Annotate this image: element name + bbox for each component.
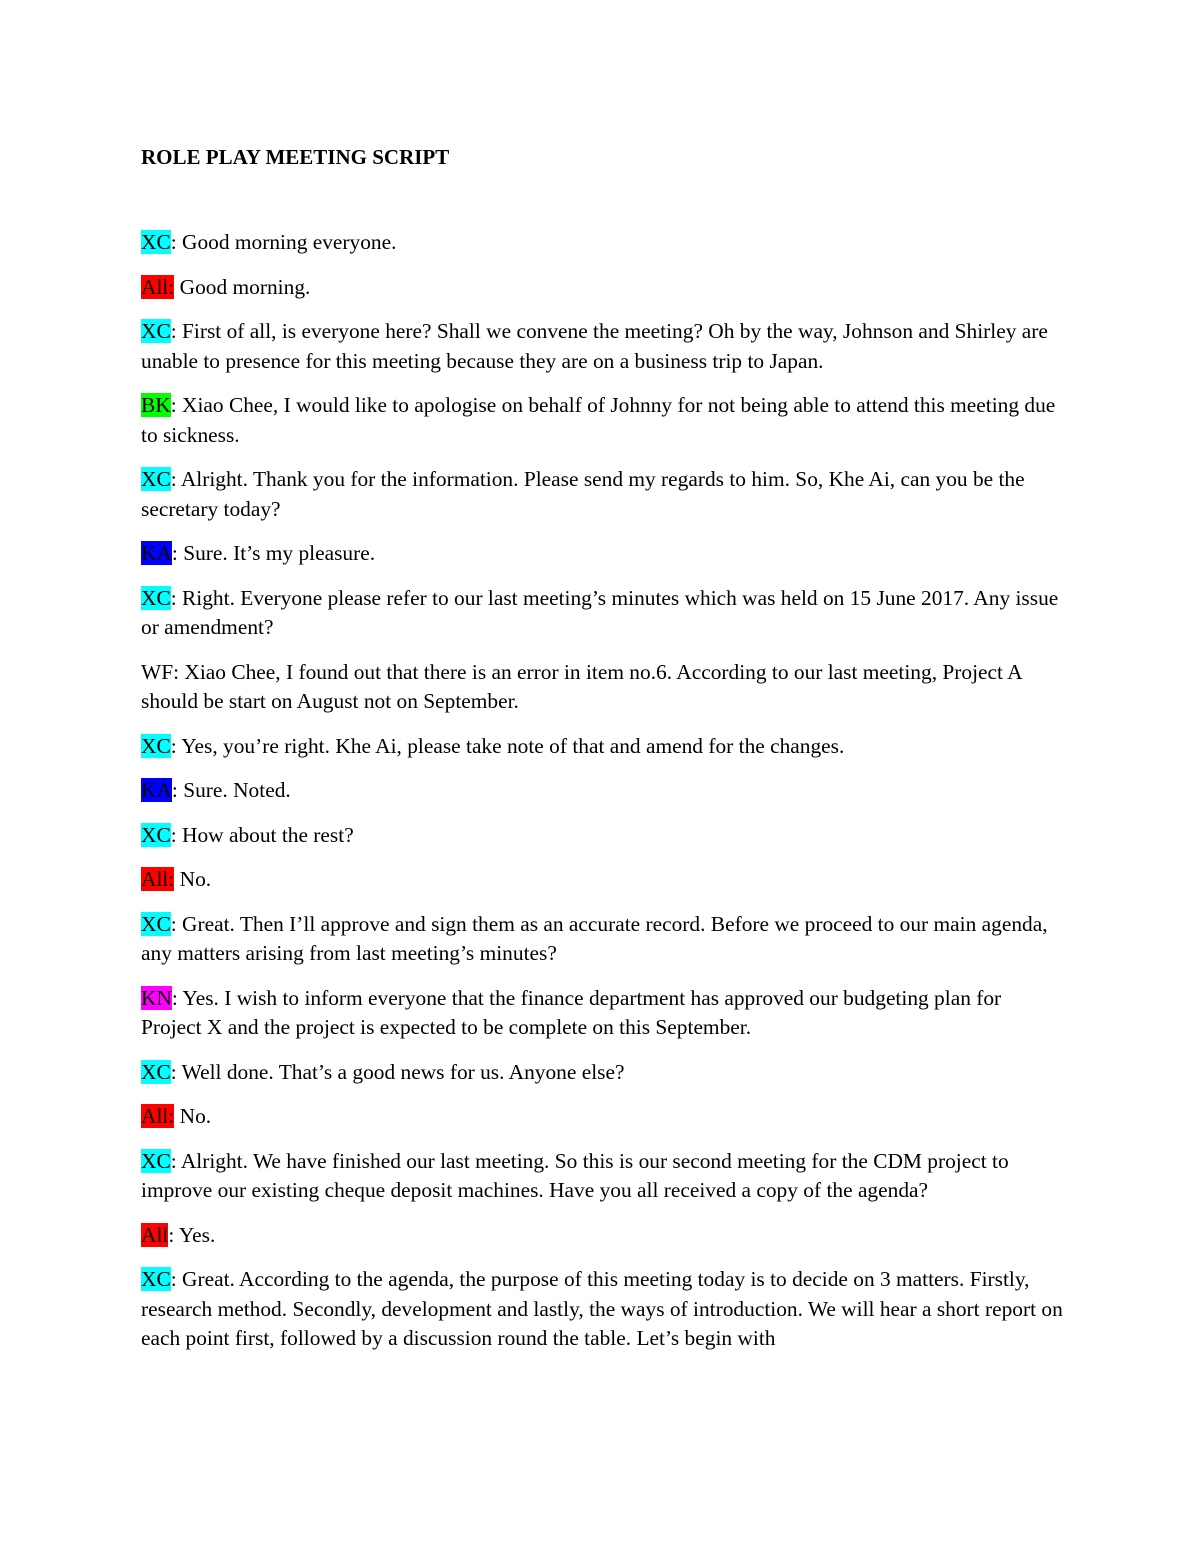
- script-line: [141, 984, 1066, 1043]
- script-line: [141, 658, 1066, 717]
- line-text: Great. Then I’ll approve and sign them as an accurate record. Before we proceed to our main agenda, any matters arising from last meeting’s minutes?: [141, 911, 1048, 965]
- line-text: Alright. Thank you for the information. Please send my regards to him. So, Khe Ai, can you be the secretary today?: [141, 467, 1025, 521]
- speaker-label: KN: [141, 985, 172, 1010]
- script-line: [141, 732, 1066, 762]
- speaker-separator: :: [170, 911, 177, 936]
- speaker-separator: :: [170, 393, 177, 417]
- speaker-separator: :: [170, 1148, 177, 1173]
- speaker-separator: :: [170, 319, 177, 343]
- script-line: [141, 1265, 1066, 1354]
- speaker-separator: :: [170, 1267, 177, 1291]
- speaker-separator: :: [170, 1059, 177, 1084]
- speaker-label: XC: [141, 319, 171, 343]
- speaker-label: All: [141, 1104, 169, 1128]
- line-text: Good morning everyone.: [176, 230, 397, 254]
- speaker-separator: :: [168, 867, 175, 891]
- speaker-label: XC: [141, 1059, 171, 1084]
- speaker-label: WF: [141, 659, 174, 684]
- script-line: [141, 584, 1066, 643]
- script-line: [141, 273, 1066, 303]
- line-text: How about the rest?: [176, 822, 354, 847]
- line-text: Yes, you’re right. Khe Ai, please take note of that and amend for the changes.: [176, 733, 845, 758]
- speaker-separator: :: [171, 985, 178, 1010]
- speaker-separator: :: [171, 778, 178, 802]
- script-line: [141, 1058, 1066, 1088]
- speaker-separator: :: [168, 274, 175, 299]
- speaker-separator: :: [168, 1104, 175, 1128]
- speaker-label: KA: [141, 541, 172, 565]
- script-line: [141, 776, 1066, 806]
- script-line: [141, 1102, 1066, 1132]
- script-line: [141, 391, 1066, 450]
- speaker-label: All: [141, 867, 169, 891]
- script-line: [141, 821, 1066, 851]
- line-text: Well done. That’s a good news for us. Anyone else?: [176, 1059, 625, 1084]
- speaker-separator: :: [170, 585, 177, 610]
- script-line: [141, 865, 1066, 895]
- line-text: Good morning.: [174, 274, 311, 299]
- script-line: [141, 465, 1066, 524]
- script-line: [141, 910, 1066, 969]
- line-text: Yes.: [174, 1222, 216, 1247]
- script-line: [141, 317, 1066, 376]
- line-text: No.: [174, 1104, 212, 1128]
- speaker-separator: :: [170, 733, 177, 758]
- speaker-label: BK: [141, 393, 171, 417]
- speaker-separator: :: [170, 822, 177, 847]
- speaker-separator: :: [170, 467, 177, 491]
- speaker-separator: :: [170, 230, 177, 254]
- line-text: Sure. It’s my pleasure.: [177, 541, 376, 565]
- speaker-label: XC: [141, 911, 171, 936]
- speaker-label: XC: [141, 585, 171, 610]
- speaker-label: XC: [141, 733, 171, 758]
- script-line: [141, 539, 1066, 569]
- line-text: Right. Everyone please refer to our last meeting’s minutes which was held on 15 June 2017. Any issue or amendment?: [141, 585, 1059, 639]
- speaker-separator: :: [173, 659, 180, 684]
- speaker-label: XC: [141, 822, 171, 847]
- line-text: Yes. I wish to inform everyone that the finance department has approved our budgeting plan for Project X and the project is expected to be complete on this September.: [141, 985, 1002, 1039]
- speaker-separator: :: [171, 541, 178, 565]
- line-text: Xiao Chee, I found out that there is an error in item no.6. According to our last meeting, Project A should be start on August not on September.: [141, 659, 1022, 713]
- line-text: Xiao Chee, I would like to apologise on behalf of Johnny for not being able to attend this meeting due to sickness.: [141, 393, 1056, 447]
- speaker-label: KA: [141, 778, 172, 802]
- line-text: Alright. We have finished our last meeting. So this is our second meeting for the CDM project to improve our existing cheque deposit machines. Have you all received a copy of the agenda?: [141, 1148, 1009, 1202]
- script-line: [141, 1221, 1066, 1251]
- speaker-separator: :: [168, 1222, 175, 1247]
- speaker-label: All: [141, 1222, 169, 1247]
- script-body: [141, 228, 1066, 1369]
- line-text: Sure. Noted.: [177, 778, 291, 802]
- line-text: First of all, is everyone here? Shall we convene the meeting? Oh by the way, Johnson and Shirley are unable to presence for this meeting because they are on a business trip to Japan.: [141, 319, 1048, 373]
- line-text: No.: [174, 867, 212, 891]
- speaker-label: XC: [141, 467, 171, 491]
- speaker-label: XC: [141, 230, 171, 254]
- script-line: [141, 1147, 1066, 1206]
- document-title: ROLE PLAY MEETING SCRIPT: [141, 145, 450, 169]
- line-text: Great. According to the agenda, the purpose of this meeting today is to decide on 3 matters. Firstly, research method. Secondly, development and lastly, the ways of introduction. We will hear a short report on each point first, followed by a discussion round the table. Let’s begin with: [141, 1267, 1063, 1350]
- speaker-label: XC: [141, 1267, 171, 1291]
- script-line: [141, 228, 1066, 258]
- speaker-label: XC: [141, 1148, 171, 1173]
- speaker-label: All: [141, 274, 169, 299]
